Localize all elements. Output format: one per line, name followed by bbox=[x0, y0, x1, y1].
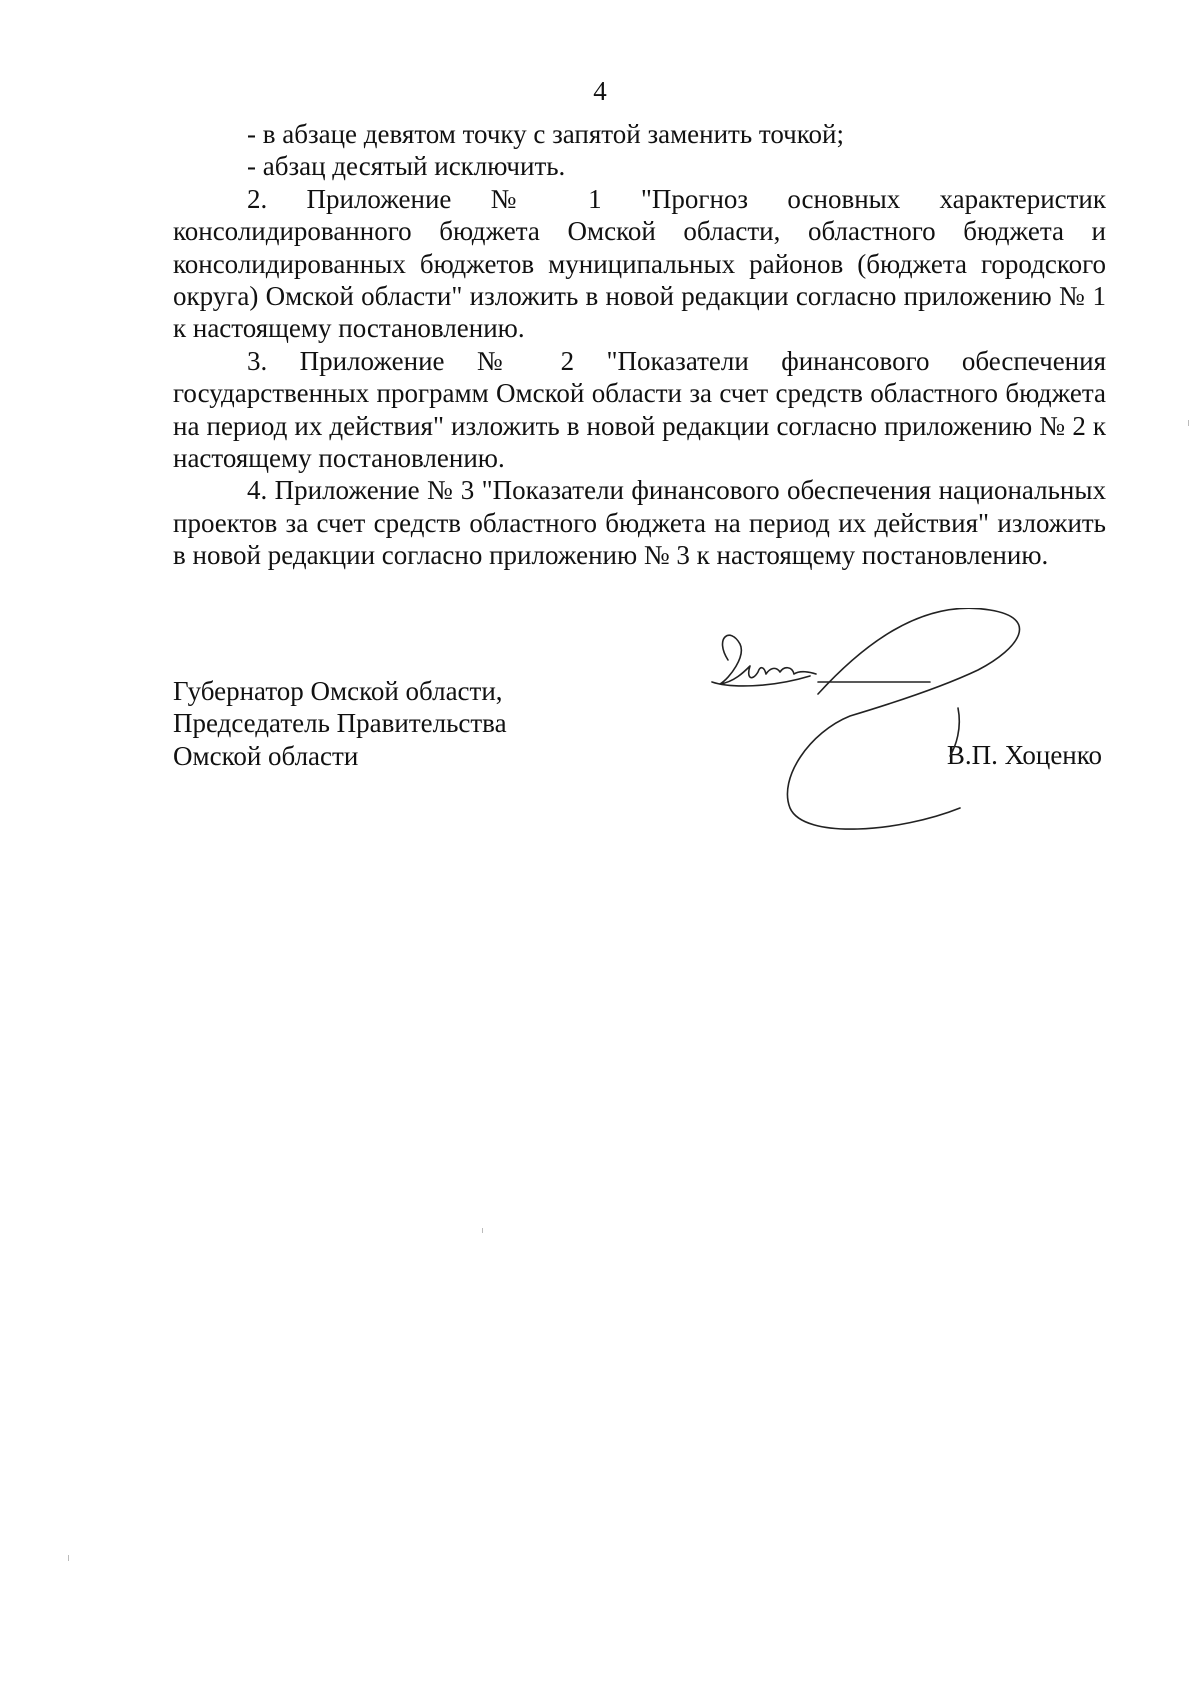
paragraph-item-2: 2. Приложение № 1 "Прогноз основных характеристик консолидированного бюджета Омской области, областного бюджета и консолидированных бюджетов муниципальных районов (бюджета городского округа) Омской области" изложить в новой редакции согласно приложению № 1 к настоящему постановлению. bbox=[173, 183, 1106, 344]
scan-speck bbox=[1188, 420, 1189, 426]
signer-title-line: Омской области bbox=[173, 740, 359, 771]
scan-speck bbox=[482, 1228, 483, 1233]
signature-hook-stroke bbox=[950, 708, 959, 756]
signature-loop-stroke bbox=[712, 676, 810, 686]
signature-big-loop bbox=[787, 608, 1019, 829]
document-body bbox=[173, 118, 1106, 572]
paragraph-item-3: 3. Приложение № 2 "Показатели финансового обеспечения государственных программ Омской области за счет средств областного бюджета на период их действия" изложить в новой редакции согласно приложению № 2 к настоящему постановлению. bbox=[173, 345, 1106, 474]
signer-title-line: Губернатор Омской области, bbox=[173, 676, 503, 706]
paragraph-amendment-2: - абзац десятый исключить. bbox=[247, 151, 566, 182]
handwritten-signature bbox=[700, 608, 1100, 858]
scan-speck bbox=[68, 1555, 69, 1561]
signature-initial-stroke bbox=[720, 635, 816, 684]
signer-title-line: Председатель Правительства bbox=[173, 708, 507, 739]
paragraph-item-4: 4. Приложение № 3 "Показатели финансового обеспечения национальных проектов за счет средств областного бюджета на период их действия" изложить в новой редакции согласно приложению № 3 к настоящему постановлению. bbox=[173, 475, 1106, 571]
page-number: 4 bbox=[593, 76, 607, 106]
paragraph-amendment-1: - в абзаце девятом точку с запятой заменить точкой; bbox=[247, 119, 844, 149]
signer-name: В.П. Хоценко bbox=[946, 740, 1102, 770]
